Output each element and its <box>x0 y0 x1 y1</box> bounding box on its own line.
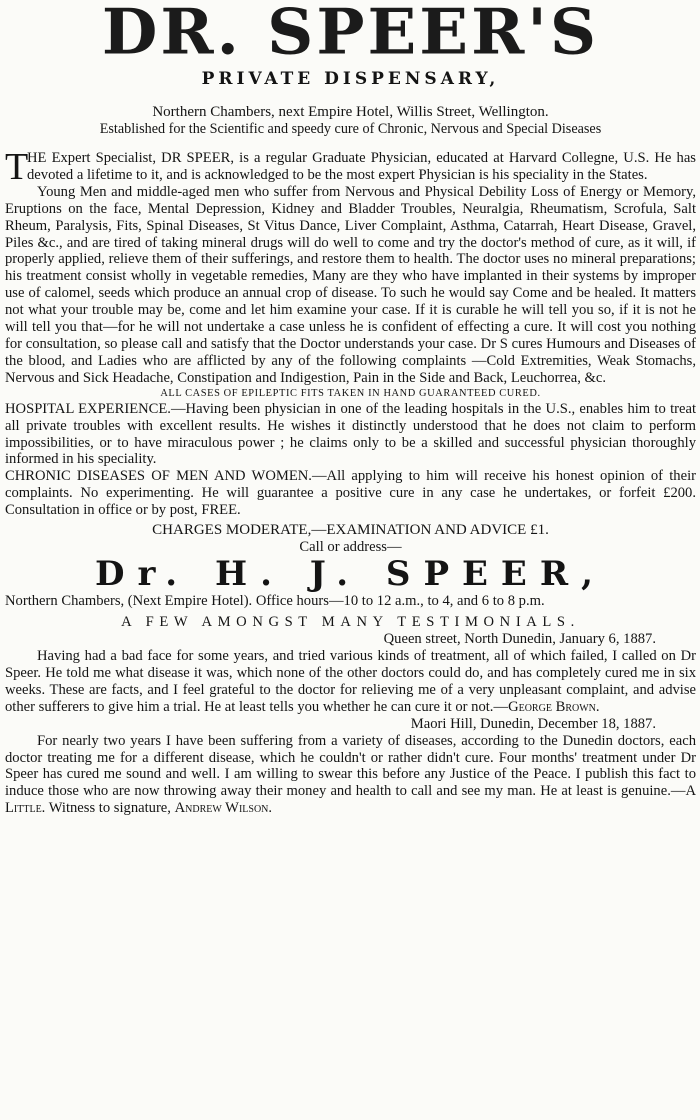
main-paragraph: Young Men and middle-aged men who suffer from Nervous and Physical Debility Loss of Energy or Memory, Eruptions on the face, Mental Depression, Kidney and Bladder Troubles, Neuralgia, Rheumatism, Scrofula, Salt Rheum, Paralysis, Fits, Spinal Diseases, St Vitus Dance, Liver Complaint, Asthma, Catarrah, Heart Disease, Gravel, Piles &c., and are tired of taking mineral drugs will do well to come and try the doctor's method of cure, as it will, if properly applied, relieve them of their sufferings, and restore them to health. The doctor uses no mineral preparations; his treatment consist wholly in vegetable remedies, Many are they who have implanted in their systems by improper use of calomel, seeds which produce an annual crop of disease. To such he would say Come and be healed. It matters not what your trouble may be, come and let him examine your case. If it is curable he will tell you so, if it is not he will tell you that—for he will not undertake a case unless he is confident of effecting a cure. It will cost you nothing for consultation, so please call and satisfy that the Doctor understands your case. Dr S cures Humours and Diseases of the blood, and Ladies who are afflicted by any of the following complaints —Cold Extremities, Weak Stomachs, Nervous and Sick Headache, Constipation and Indigestion, Pain in the Side and Back, Leuchorrea, &c. <box>5 183 696 386</box>
testimonial-2-witness-name: Andrew Wilson. <box>174 800 273 817</box>
call-line: Call or address— <box>299 539 402 556</box>
testimonials-heading: A FEW AMONGST MANY TESTIMONIALS. <box>121 614 580 631</box>
testimonial-2-place: Maori Hill, Dunedin, December 18, 1887. <box>410 715 656 732</box>
testimonial-1-place: Queen street, North Dunedin, January 6, 1887. <box>383 631 656 648</box>
established-line: Established for the Scientific and speedy cure of Chronic, Nervous and Special Diseases <box>99 121 602 137</box>
chronic-paragraph <box>5 468 696 519</box>
signature-name: Dr. H. J. SPEER, <box>95 554 606 595</box>
epileptic-line: ALL CASES OF EPILEPTIC FITS TAKEN IN HAND GUARANTEED CURED. <box>160 387 541 399</box>
testimonial-2-witness: Witness to signature, <box>45 800 171 817</box>
charges-line: CHARGES MODERATE,—EXAMINATION AND ADVICE £1. <box>152 522 549 539</box>
address-line: Northern Chambers, next Empire Hotel, Willis Street, Wellington. <box>152 104 549 120</box>
testimonial-1-signer: George Brown. <box>508 698 600 715</box>
subhead: PRIVATE DISPENSARY, <box>201 69 500 89</box>
testimonial-1-text: Having had a bad face for some years, and tried various kinds of treatment, all of which failed, I called on Dr Speer. He told me what disease it was, which none of the other doctors could do, and has completely cured me in six weeks. These are facts, and I feel grateful to the doctor for relieving me of a very unpleasant complaint, and advise other sufferers to give him a trial. He at least tells you whether he can cure it or not.— <box>5 648 696 715</box>
intro-block <box>5 146 696 188</box>
hospital-paragraph <box>5 401 696 469</box>
hospital-text: —Having been physician in one of the leading hospitals in the U.S., enables him to treat all private troubles with excellent results. He wishes it distinctly understood that he does not claim to perform impossibilities, or to have miraculous power ; he claims only to be a skilled and successful physician thoroughly informed in his speciality. <box>5 400 696 468</box>
testimonial-2-text: For nearly two years I have been suffering from a variety of diseases, according to the Dunedin doctors, each doctor treating me for a different disease, which he couldn't or rather didn't cure. Four months' treatment under Dr Speer has cured me sound and well. I am willing to swear this before any Justice of the Peace. I publish this fact to induce those who are now throwing away their money and health to call and see my man. He at least is genuine.— <box>5 732 696 800</box>
drop-cap: T <box>5 146 29 188</box>
testimonial-2 <box>5 733 696 818</box>
testimonial-1 <box>5 648 696 716</box>
chronic-text: —All applying to him will receive his honest opinion of their complaints. No experimenting. He will guarantee a positive cure in any case he undertakes, or forfeit £200. Consultation in office or by post, FREE. <box>5 468 696 519</box>
hospital-heading: HOSPITAL EXPERIENCE. <box>5 400 171 417</box>
intro-paragraph: HE Expert Specialist, DR SPEER, is a regular Graduate Physician, educated at Harvard Collegne, U.S. He has devoted a lifetime to it, and is acknowledged to be the most expert Physician is his speciality in the States. <box>27 150 696 183</box>
testimonial-2-signer: A Little. <box>5 783 696 817</box>
chronic-heading: CHRONIC DISEASES OF MEN AND WOMEN. <box>5 468 312 485</box>
masthead-title: DR. SPEER'S <box>101 0 600 70</box>
office-line: Northern Chambers, (Next Empire Hotel). Office hours—10 to 12 a.m., to 4, and 6 to 8 p.m. <box>5 593 545 610</box>
